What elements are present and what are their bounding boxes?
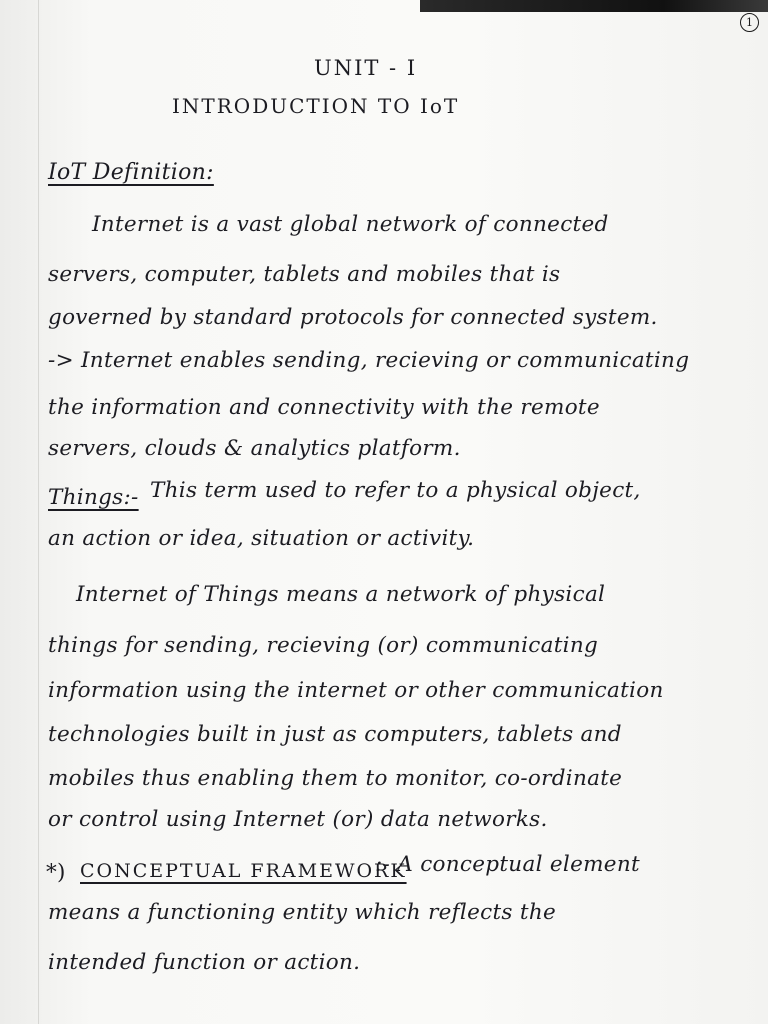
things-line-1: This term used to refer to a physical object, [150, 478, 641, 503]
internet-line-2: servers, computer, tablets and mobiles that is [48, 262, 561, 287]
things-heading: Things:- [48, 485, 139, 510]
iot-line-6: or control using Internet (or) data networks. [48, 807, 548, 832]
internet-line-1: Internet is a vast global network of connected [92, 212, 609, 237]
internet-line-6: servers, clouds & analytics platform. [48, 436, 461, 461]
internet-line-5: the information and connectivity with the remote [48, 395, 600, 420]
chapter-subtitle: INTRODUCTION TO IoT [172, 94, 460, 118]
unit-title: UNIT - I [314, 56, 418, 80]
iot-line-4: technologies built in just as computers, tablets and [48, 722, 622, 747]
framework-heading: CONCEPTUAL FRAMEWORK [80, 860, 407, 882]
things-line-2: an action or idea, situation or activity. [48, 526, 475, 551]
page-number: 1 [740, 13, 759, 32]
internet-line-4: -> Internet enables sending, recieving or communicating [48, 348, 690, 373]
margin-line [38, 0, 39, 1024]
iot-line-1: Internet of Things means a network of physical [76, 582, 606, 607]
framework-bullet: *) [46, 860, 66, 885]
iot-line-3: information using the internet or other communication [48, 678, 664, 703]
framework-line-3: intended function or action. [48, 950, 361, 975]
framework-line-2: means a functioning entity which reflects the [48, 900, 556, 925]
internet-line-3: governed by standard protocols for connected system. [48, 305, 658, 330]
definition-heading: IoT Definition: [48, 160, 214, 185]
iot-line-5: mobiles thus enabling them to monitor, co-ordinate [48, 766, 623, 791]
framework-line-1: :- A conceptual element [375, 852, 640, 877]
iot-line-2: things for sending, recieving (or) communicating [48, 633, 599, 658]
dark-edge-strip [420, 0, 768, 12]
